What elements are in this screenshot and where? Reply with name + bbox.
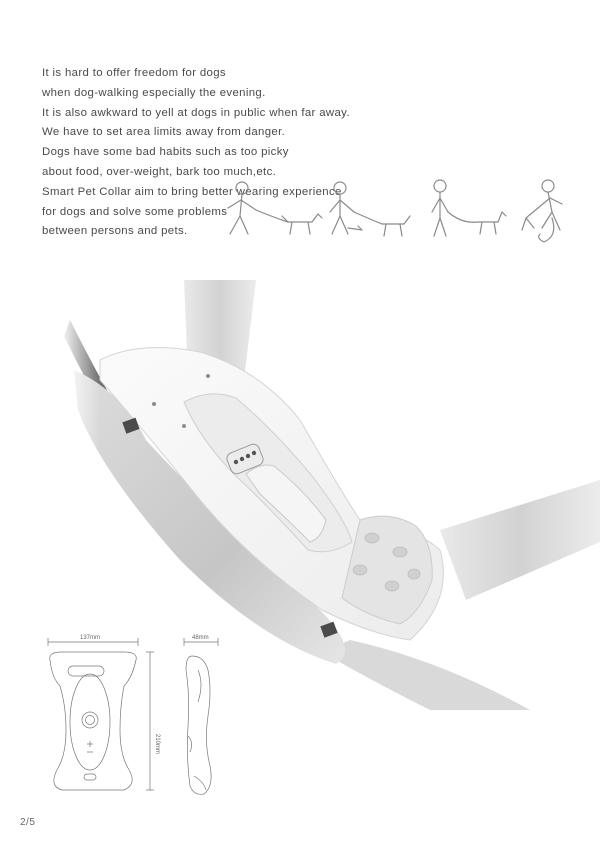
intro-line: when dog-walking especially the evening. (42, 86, 266, 99)
technical-drawing (28, 626, 248, 810)
walker-sketch-4 (522, 180, 562, 242)
walker-sketch-3 (432, 180, 506, 236)
intro-line: It is also awkward to yell at dogs in public when far away. (42, 106, 350, 119)
intro-line: Dogs have some bad habits such as too picky (42, 146, 289, 159)
intro-line: for dogs and solve some problems (42, 205, 228, 218)
page-number: 2/5 (20, 817, 36, 828)
side-view-outline (186, 656, 211, 794)
intro-line: It is hard to offer freedom for dogs (42, 67, 226, 79)
depth-label: 48mm (192, 635, 209, 641)
intro-line: between persons and pets. (42, 225, 188, 238)
dog-walking-illustrations (222, 178, 582, 244)
strap-bottom (322, 640, 530, 710)
strap-right (440, 480, 600, 600)
height-label: 210mm (154, 734, 160, 755)
intro-line: We have to set area limits away from danger. (42, 126, 286, 139)
intro-line: Smart Pet Collar aim to bring better wearing experience (42, 185, 342, 198)
width-label: 137mm (80, 635, 101, 641)
walker-sketch-1 (228, 182, 322, 234)
intro-line: about food, over-weight, bark too much,etc. (42, 165, 277, 178)
walker-sketch-2 (330, 182, 410, 236)
